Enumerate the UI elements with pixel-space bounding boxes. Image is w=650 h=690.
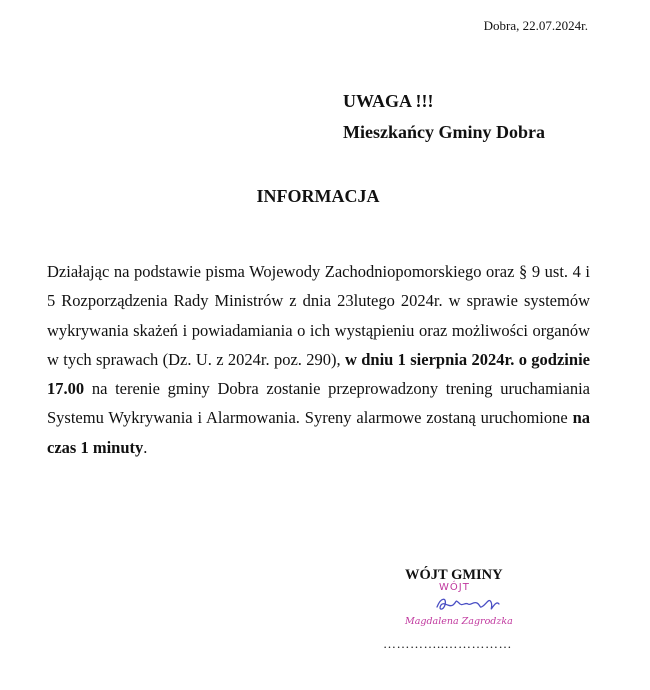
signature-line: …………..……………: [383, 636, 512, 651]
body-end: .: [143, 437, 148, 457]
stamp-name: Magdalena Zagrodzka: [405, 616, 513, 627]
notice-heading: [343, 86, 545, 148]
announcement-body: [47, 257, 590, 462]
notice-addressees: Mieszkańcy Gminy Dobra: [343, 122, 545, 142]
signoff-title: WÓJT GMINY: [405, 567, 503, 583]
document-title: INFORMACJA: [256, 186, 380, 206]
official-stamp: [405, 582, 540, 632]
body-date-time: w dniu 1 sierpnia 2024r. o godzinie 17.00: [47, 349, 590, 399]
body-intro: Działając na podstawie pisma Wojewody Zachodniopomorskiego oraz § 9 ust. 4 i 5 Rozporządzenia Rady Ministrów z dnia 23lutego 2024r. w sprawie systemów wykrywania skażeń i powiadamiania o ich wystąpieniu oraz możliwości organów w tych sprawach (Dz. U. z 2024r. poz. 290),: [47, 262, 590, 369]
notice-warning: UWAGA !!!: [343, 91, 434, 111]
place-date: Dobra, 22.07.2024r.: [483, 18, 588, 33]
stamp-title: WÓJT: [439, 582, 470, 593]
handwritten-signature: [435, 593, 505, 615]
body-middle: na terenie gminy Dobra zostanie przeprowadzony trening uruchamiania Systemu Wykrywania i Alarmowania. Syreny alarmowe zostaną uruchomione: [47, 379, 590, 428]
body-duration: na czas 1 minuty: [47, 408, 590, 457]
